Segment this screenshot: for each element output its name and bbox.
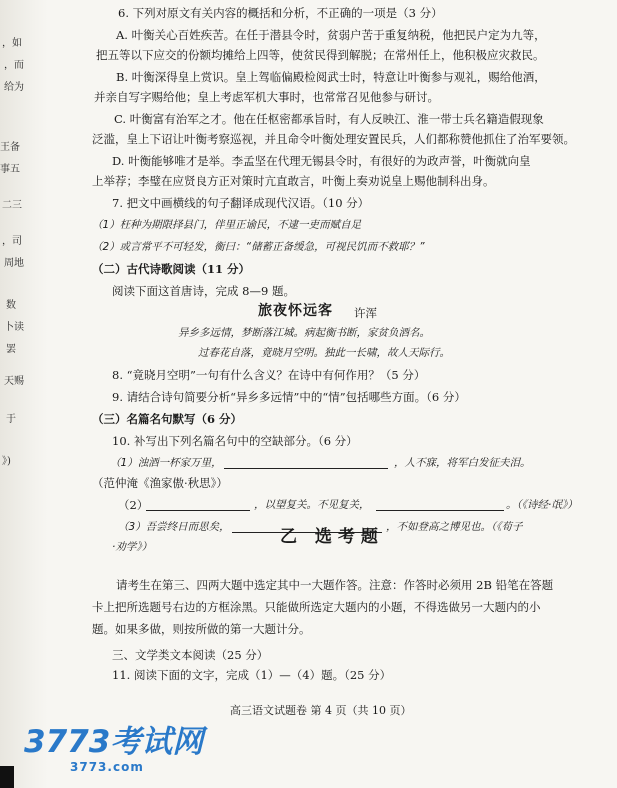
part3-literature-heading: 三、文学类文本阅读（25 分） bbox=[112, 648, 269, 662]
margin-fragment: ，而 bbox=[4, 60, 24, 71]
scan-edge-mark bbox=[0, 766, 14, 788]
part2-heading: （二）古代诗歌阅读（11 分） bbox=[92, 262, 251, 276]
poem-title: 旅夜怀远客 bbox=[258, 303, 333, 319]
q6-option-d-cont: 上举荐；李璧在应贤良方正对策时亢直敢言，叶衡上奏劝说皇上赐他制科出身。 bbox=[92, 174, 495, 188]
q10-line1-end: ，人不寐，将军白发征夫泪。 bbox=[394, 457, 531, 469]
part3-heading: （三）名篇名句默写（6 分） bbox=[92, 412, 243, 426]
q10-blank[interactable] bbox=[224, 456, 388, 469]
section-instructions-3: 题。如果多做，则按所做的第一大题计分。 bbox=[92, 622, 311, 636]
q10-line2-mid: ，以望复关。不见复关， bbox=[254, 499, 370, 511]
q10-blank[interactable] bbox=[376, 498, 504, 511]
margin-fragment: 于 bbox=[6, 414, 16, 425]
section-instructions-2: 卡上把所选题号右边的方框涂黑。只能做所选定大题内的小题，不得选做另一大题内的小 bbox=[92, 600, 541, 614]
q6-option-b-cont: 并亲自写字赐给他；皇上考虑军机大事时，也常常召见他参与研讨。 bbox=[94, 90, 439, 104]
q7-sentence-2: （2）或言常平不可轻发，衡曰：“储蓄正备缓急，可视民饥而不救耶？” bbox=[92, 241, 425, 253]
q10-blank[interactable] bbox=[146, 498, 250, 511]
part2-intro: 阅读下面这首唐诗，完成 8—9 题。 bbox=[112, 284, 295, 298]
q10-line2-start: （2） bbox=[118, 498, 149, 512]
q6-option-d: D. 叶衡能够唯才是举。李孟坚在代理无锡县令时，有很好的为政声誉，叶衡就向皇 bbox=[112, 154, 531, 168]
margin-fragment: 数 bbox=[6, 300, 16, 311]
margin-fragment: 二三 bbox=[2, 200, 22, 211]
margin-fragment: 事五 bbox=[0, 164, 20, 175]
q6-stem: 6. 下列对原文有关内容的概括和分析，不正确的一项是（3 分） bbox=[118, 6, 443, 20]
q9: 9. 请结合诗句简要分析“异乡多远情”中的“情”包括哪些方面。（6 分） bbox=[112, 390, 466, 404]
margin-fragment: 天赐 bbox=[4, 376, 24, 387]
q6-option-b: B. 叶衡深得皇上赏识。皇上驾临偏殿检阅武士时，特意让叶衡参与观礼，赐给他酒， bbox=[116, 70, 546, 84]
watermark-url: 3773.com bbox=[70, 760, 144, 774]
poem-line-2: 过春花自落，竟晓月空明。独此一长啸，故人天际行。 bbox=[198, 347, 450, 359]
left-margin-strip bbox=[0, 0, 48, 788]
page-footer: 高三语文试题卷 第 4 页（共 10 页） bbox=[230, 704, 412, 717]
margin-fragment: 周地 bbox=[4, 258, 24, 269]
q6-option-c-cont: 泛滥，皇上下诏让叶衡考察巡视，并且命令叶衡处理安置民兵，人们都称赞他抓住了治军要领。 bbox=[92, 132, 575, 146]
q6-option-c: C. 叶衡富有治军之才。他在任枢密都承旨时，有人反映江、淮一带士兵名籍造假现象 bbox=[114, 112, 544, 126]
poem-line-1: 异乡多远情，梦断落江城。病起衡书断，家贫负酒名。 bbox=[178, 327, 430, 339]
q10-line3-end: ，不如登高之博见也。（《荀子 bbox=[386, 521, 523, 533]
q10-stem: 10. 补写出下列名篇名句中的空缺部分。（6 分） bbox=[112, 434, 358, 448]
q10-line2-source: 。（《诗经·氓》） bbox=[506, 499, 578, 511]
margin-fragment: 罢 bbox=[6, 344, 16, 355]
margin-fragment: 》) bbox=[2, 456, 11, 467]
margin-fragment: ，司 bbox=[2, 236, 22, 247]
q6-option-a: A. 叶衡关心百姓疾苦。在任于潜县令时，贫弱户苦于重复纳税，他把民户定为九等， bbox=[116, 28, 546, 42]
q10-line3-start: （3）吾尝终日而思矣， bbox=[118, 521, 230, 533]
margin-fragment: ，如 bbox=[2, 38, 22, 49]
q6-option-a-cont: 把五等以下应交的份额均摊给上四等，使贫民得到解脱；在常州任上，他积极应灾救民。 bbox=[96, 48, 545, 62]
section-title: 乙 选考题 bbox=[280, 527, 384, 547]
section-instructions-1: 请考生在第三、四两大题中选定其中一大题作答。注意：作答时必须用 2B 铅笔在答题 bbox=[116, 578, 554, 592]
q10-line1-start: （1）浊酒一杯家万里， bbox=[110, 457, 222, 469]
poem-author: 许浑 bbox=[354, 306, 377, 320]
q8: 8. “竟晓月空明”一句有什么含义？在诗中有何作用？（5 分） bbox=[112, 368, 426, 382]
q10-line3-source: ·劝学》） bbox=[112, 541, 153, 553]
q11-stem: 11. 阅读下面的文字，完成（1）—（4）题。（25 分） bbox=[112, 668, 392, 682]
q7-sentence-1: （1）枉种为期限择县门，伴里正谕民，不逮一吏而赋自足 bbox=[92, 219, 362, 231]
q7-stem: 7. 把文中画横线的句子翻译成现代汉语。（10 分） bbox=[112, 196, 370, 210]
margin-fragment: 给为 bbox=[4, 82, 24, 93]
watermark-brand: 3773考试网 bbox=[24, 724, 204, 760]
margin-fragment: 王备 bbox=[0, 142, 20, 153]
q10-line1-source: （范仲淹《渔家傲·秋思》） bbox=[92, 476, 228, 490]
margin-fragment: 卜读 bbox=[4, 322, 24, 333]
